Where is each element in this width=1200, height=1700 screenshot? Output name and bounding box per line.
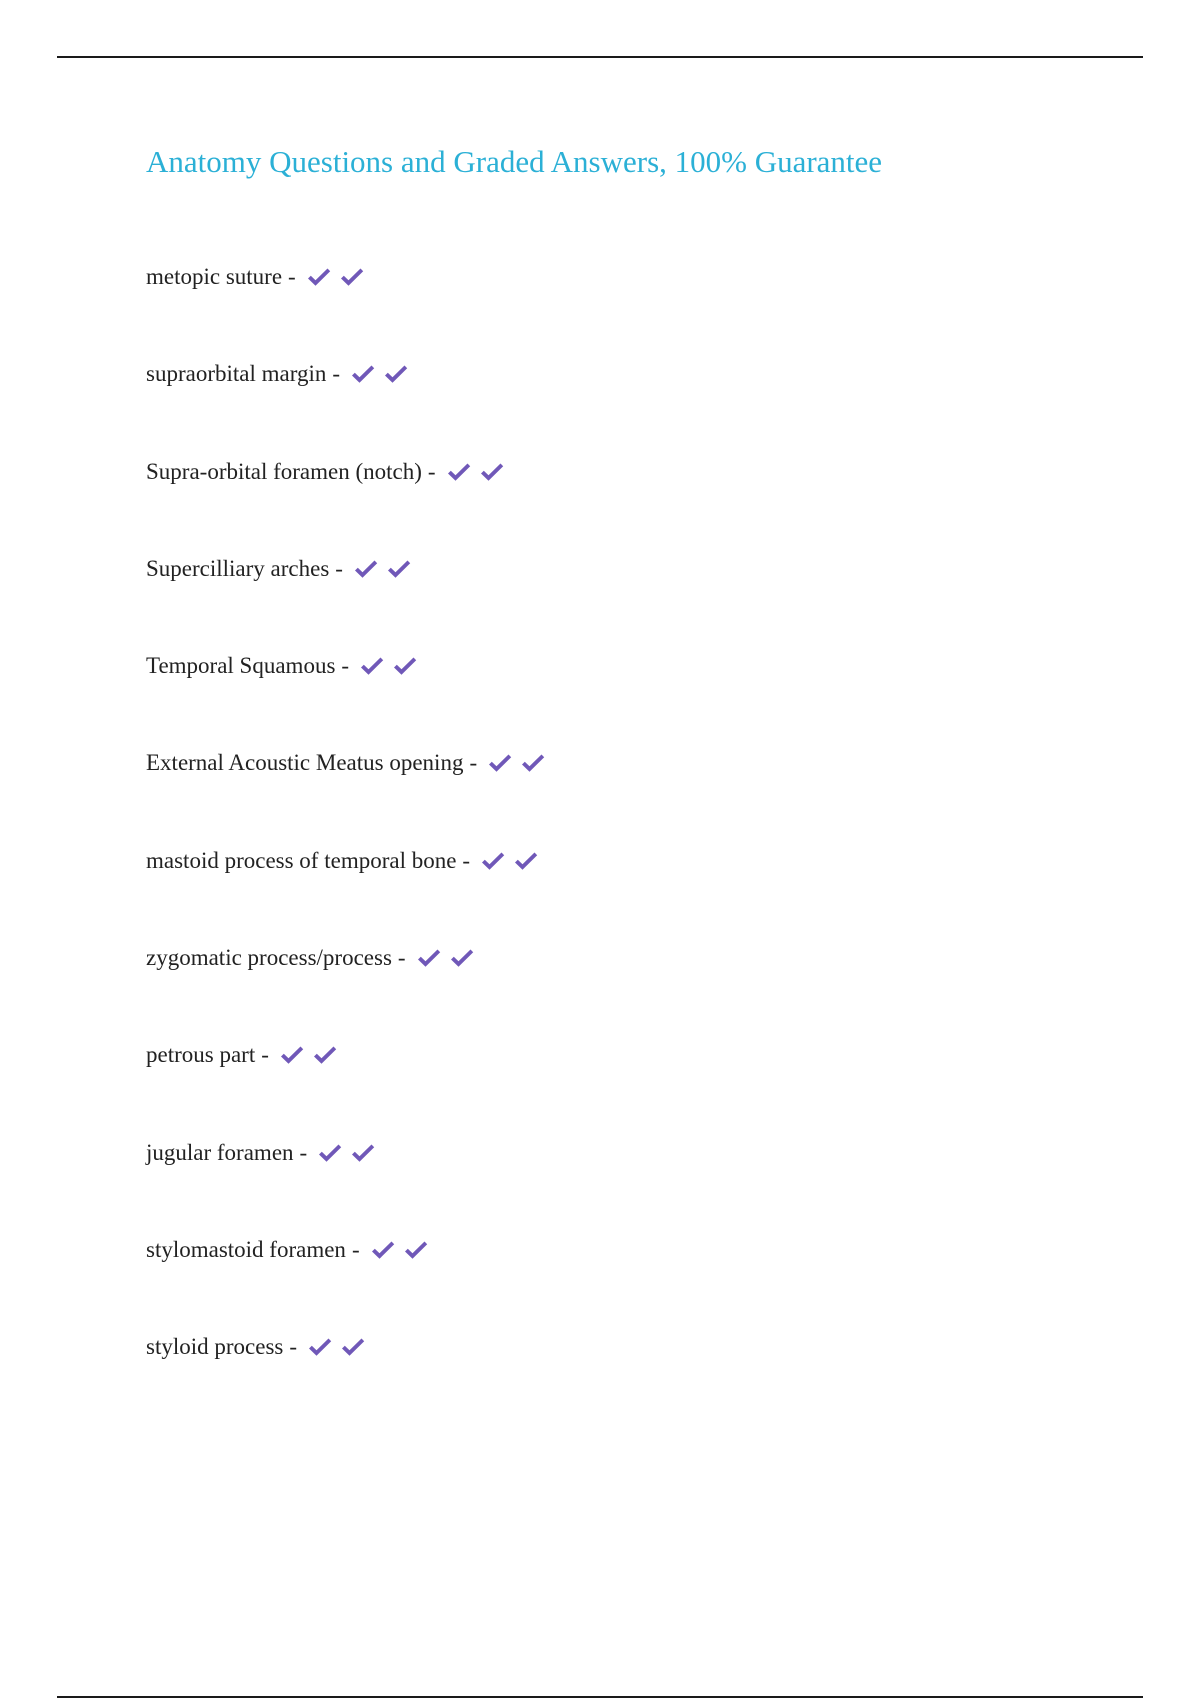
checkmark-icon [480,850,506,872]
checkmark-icon [383,363,409,385]
item-separator: - [335,555,343,581]
checkmark-icon [370,1239,396,1261]
item-term: stylomastoid foramen [146,1236,346,1262]
answer-checks [370,1231,436,1269]
answer-checks [279,1036,345,1074]
list-item [146,355,553,452]
list-item [146,550,553,647]
checkmark-icon [353,558,379,580]
item-term: Temporal Squamous [146,653,336,679]
answer-checks [353,550,419,588]
checkmark-icon [340,1336,366,1358]
answer-checks [487,744,553,782]
answer-checks [306,258,372,296]
list-item [146,647,553,744]
checkmark-icon [279,1044,305,1066]
answer-checks [416,939,482,977]
checkmark-icon [350,363,376,385]
answer-checks [307,1328,373,1366]
item-term: External Acoustic Meatus opening [146,750,464,776]
answer-checks [317,1134,383,1172]
item-term: mastoid process of temporal bone [146,847,457,873]
answer-checks [480,842,546,880]
checkmark-icon [487,752,513,774]
list-item [146,744,553,841]
item-term: petrous part [146,1042,256,1068]
checkmark-icon [312,1044,338,1066]
item-term: Supercilliary arches [146,555,330,581]
item-term: styloid process [146,1334,284,1360]
list-item [146,1036,553,1133]
checkmark-icon [513,850,539,872]
item-term: jugular foramen [146,1139,294,1165]
list-item [146,453,553,550]
item-separator: - [462,847,471,873]
checkmark-icon [392,655,418,677]
checkmark-icon [350,1142,376,1164]
item-term: Supra-orbital foramen (notch) [146,458,422,484]
list-item [146,1231,553,1328]
item-separator: - [351,1236,360,1262]
item-term: zygomatic process/process [146,945,392,971]
item-separator: - [288,264,296,289]
document-title: Anatomy Questions and Graded Answers, 100% Guarantee [146,144,883,179]
answer-checks [350,355,416,393]
list-item [146,1134,553,1231]
checkmark-icon [359,655,385,677]
checkmark-icon [446,461,472,483]
item-term: supraorbital margin [146,361,327,387]
checkmark-icon [416,947,442,969]
checkmark-icon [520,752,546,774]
checkmark-icon [479,461,505,483]
checkmark-icon [403,1239,429,1261]
checkmark-icon [449,947,475,969]
item-separator: - [332,361,341,387]
item-separator: - [289,1334,298,1360]
item-separator: - [397,945,406,971]
list-item [146,1328,553,1425]
question-list [146,258,553,1426]
checkmark-icon [386,558,412,580]
item-separator: - [299,1139,308,1165]
list-item [146,842,553,939]
checkmark-icon [307,1336,333,1358]
list-item [146,258,553,355]
item-separator: - [427,458,436,484]
item-term: metopic suture [146,264,283,289]
item-separator: - [469,750,478,776]
checkmark-icon [339,266,365,288]
item-separator: - [341,653,350,679]
list-item [146,939,553,1036]
checkmark-icon [306,266,332,288]
item-separator: - [261,1042,269,1068]
bottom-rule [57,1696,1143,1698]
checkmark-icon [317,1142,343,1164]
top-rule [57,56,1143,58]
answer-checks [446,453,512,491]
answer-checks [359,647,425,685]
